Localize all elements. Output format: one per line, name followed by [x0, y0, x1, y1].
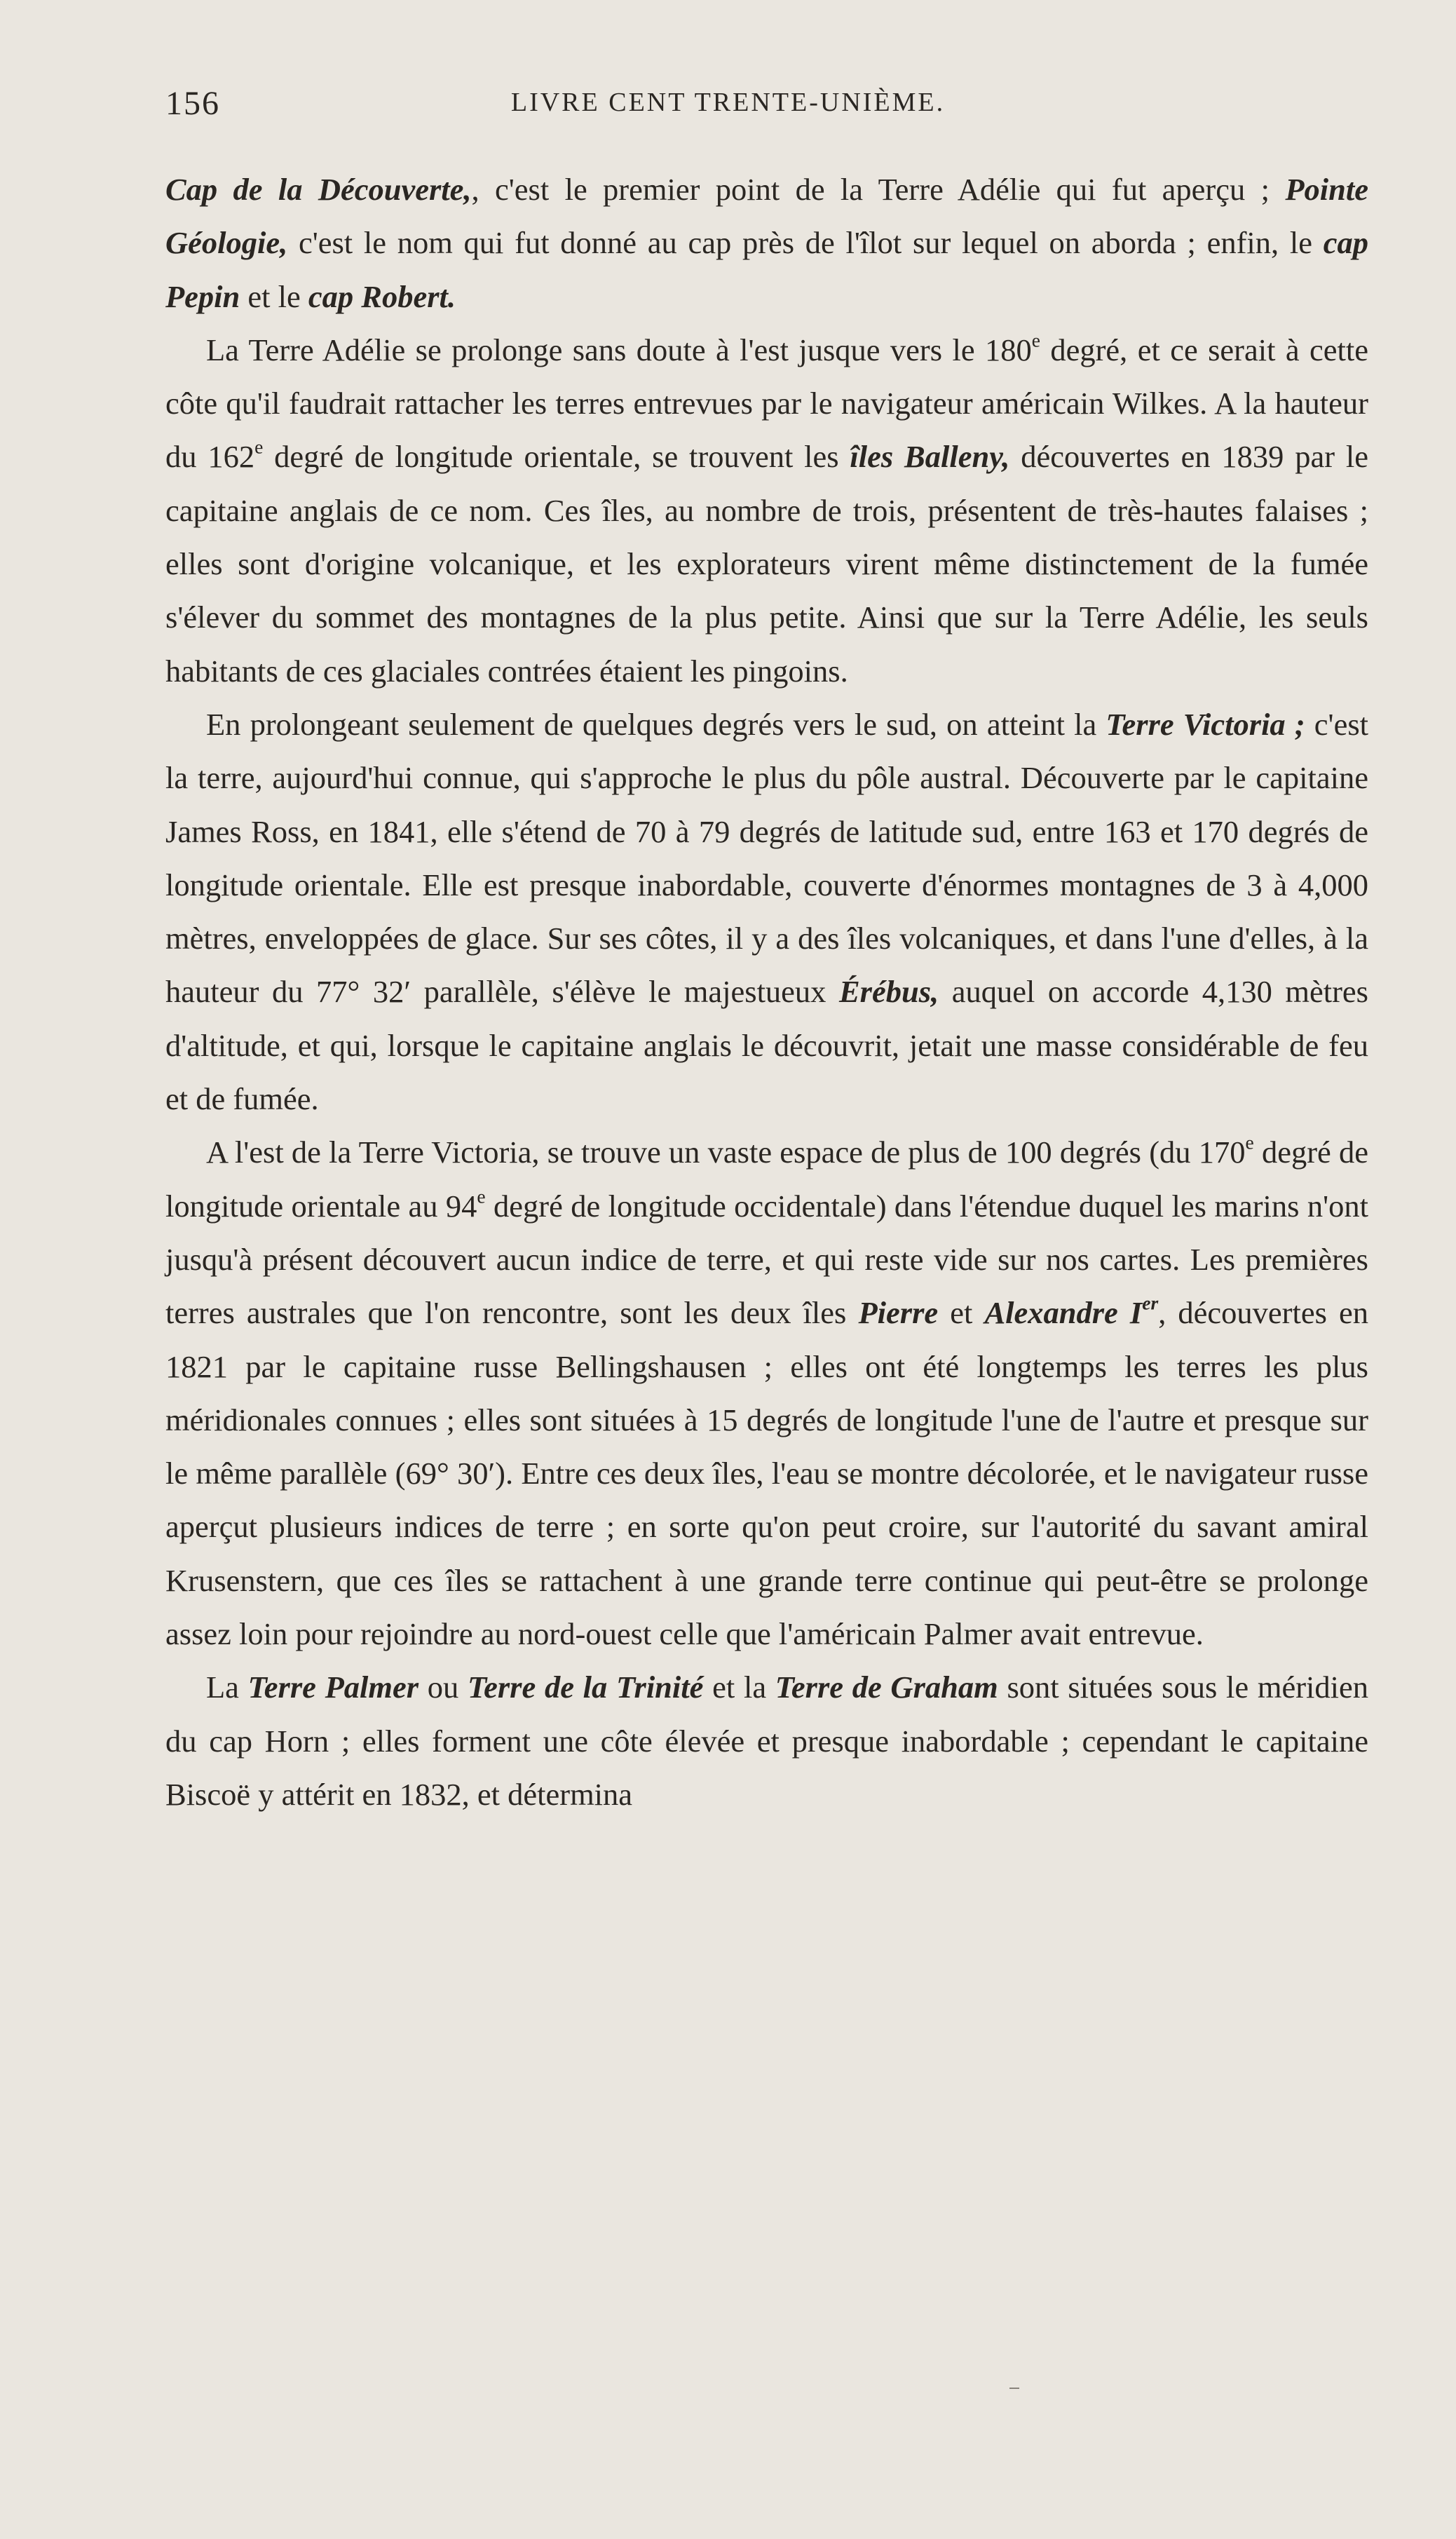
paragraph — [165, 323, 1368, 698]
text-run: et la — [703, 1670, 775, 1705]
text-run: En prolongeant seulement de quelques degrés vers le sud, on atteint la — [206, 706, 1106, 742]
superscript: e — [1245, 1132, 1254, 1154]
text-run: ou — [419, 1670, 468, 1705]
text-run: La Terre Adélie se prolonge sans doute à l'est jusque vers le 180 — [206, 332, 1032, 367]
italic-text: Pierre — [858, 1295, 939, 1331]
text-run: degré de longitude occidentale) dans l'étendue duquel les marins n'ont jusqu'à présent découvert aucun indice de terre, et qui reste vide sur nos cartes. Les premières terres australes que l'on rencontre, sont les deux îles — [165, 1188, 1368, 1331]
paragraph — [165, 1125, 1368, 1660]
italic-text: Terre de Graham — [775, 1670, 998, 1705]
print-mark — [1009, 2388, 1019, 2389]
text-run: c'est la terre, aujourd'hui connue, qui s'approche le plus du pôle austral. Découverte par le capitaine James Ross, en 1841, elle s'étend de 70 à 79 degrés de latitude sud, entre 163 et 170 degrés de longitude orientale. Elle est presque inabordable, couverte d'énormes montagnes de 3 à 4,000 mètres, enveloppées de glace. Sur ses côtes, il y a des îles volcaniques, et dans l'une d'elles, à la hauteur du 77° 32′ parallèle, s'élève le majestueux — [165, 706, 1368, 1010]
text-run: , c'est le premier point de la Terre Adélie qui fut aperçu ; — [471, 172, 1286, 207]
paragraph — [165, 163, 1368, 323]
page-header — [0, 84, 1456, 140]
running-head: LIVRE CENT TRENTE-UNIÈME. — [510, 88, 946, 117]
superscript: e — [1031, 329, 1040, 351]
text-run: degré de longitude orientale, se trouvent les — [263, 439, 850, 475]
text-run: c'est le nom qui fut donné au cap près de l'îlot sur lequel on aborda ; enfin, le — [287, 225, 1324, 261]
italic-text: cap Robert. — [308, 278, 456, 314]
text-run: degré, et ce serait à cette côte qu'il faudrait rattacher les terres entrevues par le navigateur américain Wilkes. A la hauteur du 162 — [165, 332, 1368, 475]
italic-text: Terre de la Trinité — [468, 1670, 704, 1705]
italic-text: Pointe Géologie, — [165, 172, 1368, 261]
italic-text: er — [1142, 1292, 1159, 1314]
italic-text: Cap de la Découverte, — [165, 172, 472, 207]
italic-text: Érébus, — [838, 974, 939, 1010]
text-run: , découvertes en 1821 par le capitaine russe Bellingshausen ; elles ont été longtemps les terres les plus méridionales connues ; elles sont situées à 15 degrés de longitude l'une de l'autre et presque sur le même parallèle (69° 30′). Entre ces deux îles, l'eau se montre décolorée, et le navigateur russe aperçut plusieurs indices de terre ; en sorte qu'on peut croire, sur l'autorité du savant amiral Krusenstern, que ces îles se rattachent à une grande terre continue qui peut-être se prolonge assez loin pour rejoindre au nord-ouest celle que l'américain Palmer avait entrevue. — [165, 1295, 1369, 1652]
text-run: degré de longitude orientale au 94 — [165, 1135, 1368, 1224]
paragraph — [165, 1660, 1368, 1821]
italic-text: Terre Victoria ; — [1105, 706, 1305, 742]
text-run: sont situées sous le méridien du cap Horn ; elles forment une côte élevée et presque inabordable ; cependant le capitaine Biscoë y attérit en 1832, et détermina — [165, 1670, 1368, 1812]
text-run: A l'est de la Terre Victoria, se trouve un vaste espace de plus de 100 degrés (du 170 — [206, 1135, 1246, 1170]
text-run: La — [206, 1670, 248, 1705]
body-text — [165, 163, 1368, 1821]
text-run: découvertes en 1839 par le capitaine anglais de ce nom. Ces îles, au nombre de trois, présentent de très-hautes falaises ; elles sont d'origine volcanique, et les explorateurs virent même distinctement de la fumée s'élever du sommet des montagnes de la plus petite. Ainsi que sur la Terre Adélie, les seuls habitants de ces glaciales contrées étaient les pingoins. — [165, 439, 1368, 689]
superscript: e — [477, 1185, 486, 1207]
paragraph — [165, 698, 1368, 1125]
superscript — [1142, 1292, 1158, 1314]
italic-text: cap Pepin — [165, 225, 1368, 314]
text-run: auquel on accorde 4,130 mètres d'altitude, et qui, lorsque le capitaine anglais le découvrit, jetait une masse considérable de feu et de fumée. — [165, 974, 1368, 1117]
text-run: et le — [240, 278, 308, 314]
superscript: e — [254, 436, 264, 459]
italic-text: Alexandre I — [984, 1295, 1143, 1331]
italic-text: Terre Palmer — [247, 1670, 419, 1705]
page-number: 156 — [165, 85, 220, 122]
text-run: et — [938, 1295, 985, 1331]
italic-text: îles Balleny, — [850, 439, 1010, 475]
